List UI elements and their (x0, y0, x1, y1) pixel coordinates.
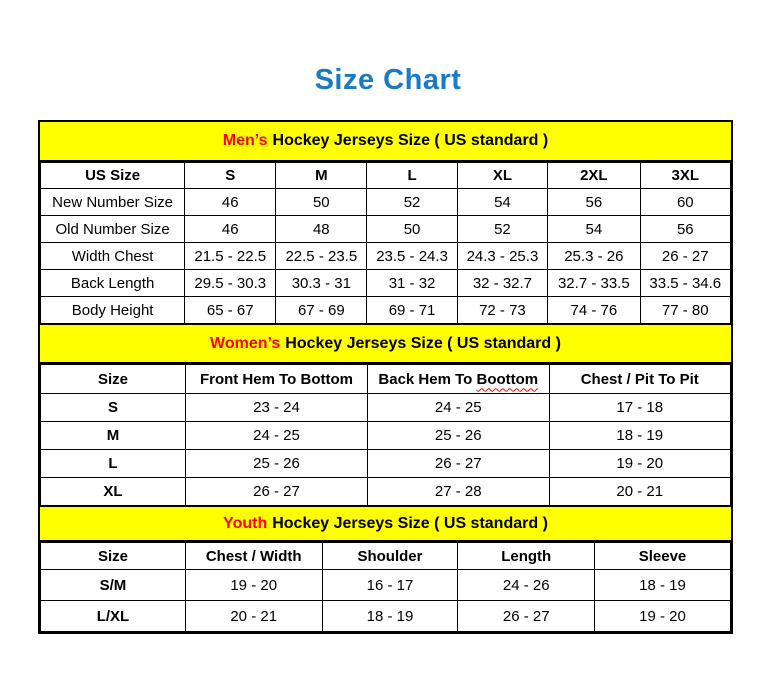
column-header: M (276, 163, 367, 189)
cell-value: 48 (276, 216, 367, 243)
row-label: L (41, 450, 186, 478)
cell-value: 46 (185, 216, 276, 243)
row-label: L/XL (41, 601, 186, 632)
cell-value: 67 - 69 (276, 297, 367, 324)
cell-value: 65 - 67 (185, 297, 276, 324)
cell-value: 22.5 - 23.5 (276, 243, 367, 270)
caption-text: Hockey Jerseys Size ( US standard ) (272, 132, 549, 149)
caption-accent: Women’s (210, 334, 281, 352)
section-womens (40, 324, 731, 506)
column-header: Size (41, 365, 186, 394)
header-row (41, 163, 731, 189)
cell-value: 20 - 21 (185, 601, 322, 632)
row-label: Width Chest (41, 243, 185, 270)
column-header: 2XL (548, 163, 640, 189)
column-header: XL (457, 163, 547, 189)
cell-value: 24.3 - 25.3 (457, 243, 547, 270)
table-row (41, 478, 731, 506)
table-row (41, 450, 731, 478)
size-chart-table (38, 120, 733, 634)
cell-value: 24 - 26 (458, 570, 595, 601)
column-header: S (185, 163, 276, 189)
cell-value: 72 - 73 (457, 297, 547, 324)
column-header-text: Back Hem To (378, 370, 477, 388)
cell-value: 46 (185, 189, 276, 216)
table-row (41, 189, 731, 216)
cell-value: 26 - 27 (368, 450, 549, 478)
cell-value: 26 - 27 (458, 601, 595, 632)
column-header (368, 365, 549, 394)
table-row (41, 570, 731, 601)
column-header: Shoulder (322, 543, 458, 570)
cell-value: 19 - 20 (549, 450, 730, 478)
cell-value: 30.3 - 31 (276, 270, 367, 297)
cell-value: 24 - 25 (185, 422, 367, 450)
cell-value: 27 - 28 (368, 478, 549, 506)
cell-value: 25 - 26 (185, 450, 367, 478)
page-title: Size Chart (314, 64, 462, 96)
cell-value: 50 (276, 189, 367, 216)
cell-value: 33.5 - 34.6 (640, 270, 730, 297)
header-row (41, 543, 731, 570)
cell-value: 50 (367, 216, 457, 243)
cell-value: 54 (457, 189, 547, 216)
cell-value: 18 - 19 (549, 422, 730, 450)
cell-value: 56 (548, 189, 640, 216)
column-header: L (367, 163, 457, 189)
table-row (41, 216, 731, 243)
caption-accent: Men’s (222, 132, 268, 149)
cell-value: 56 (640, 216, 730, 243)
column-header: Length (458, 543, 595, 570)
misspelled-word: Boottom (476, 370, 539, 388)
table-caption-youth (40, 506, 731, 542)
cell-value: 21.5 - 22.5 (185, 243, 276, 270)
cell-value: 26 - 27 (640, 243, 730, 270)
column-header: Chest / Width (185, 543, 322, 570)
section-youth (40, 506, 731, 632)
cell-value: 17 - 18 (549, 394, 730, 422)
column-header: Size (41, 543, 186, 570)
caption-text: Hockey Jerseys Size ( US standard ) (272, 514, 548, 532)
cell-value: 25 - 26 (368, 422, 549, 450)
table-caption-womens (40, 324, 731, 364)
row-label: S (41, 394, 186, 422)
cell-value: 74 - 76 (548, 297, 640, 324)
cell-value: 77 - 80 (640, 297, 730, 324)
row-label: Body Height (41, 297, 185, 324)
table-row (41, 422, 731, 450)
column-header: 3XL (640, 163, 730, 189)
caption-text: Hockey Jerseys Size ( US standard ) (285, 334, 561, 352)
cell-value: 20 - 21 (549, 478, 730, 506)
cell-value: 18 - 19 (322, 601, 458, 632)
table-row (41, 297, 731, 324)
youth-table (40, 542, 731, 632)
section-mens (40, 122, 731, 324)
cell-value: 26 - 27 (185, 478, 367, 506)
cell-value: 31 - 32 (367, 270, 457, 297)
row-label: XL (41, 478, 186, 506)
column-header: Chest / Pit To Pit (549, 365, 730, 394)
womens-table (40, 364, 731, 506)
table-row (41, 270, 731, 297)
cell-value: 19 - 20 (185, 570, 322, 601)
column-header: Front Hem To Bottom (185, 365, 367, 394)
table-row (41, 243, 731, 270)
cell-value: 32.7 - 33.5 (548, 270, 640, 297)
cell-value: 18 - 19 (595, 570, 731, 601)
cell-value: 25.3 - 26 (548, 243, 640, 270)
row-label: Old Number Size (41, 216, 185, 243)
mens-table (40, 162, 731, 324)
cell-value: 23 - 24 (185, 394, 367, 422)
cell-value: 19 - 20 (595, 601, 731, 632)
cell-value: 16 - 17 (322, 570, 458, 601)
table-row (41, 394, 731, 422)
column-header: US Size (41, 163, 185, 189)
cell-value: 60 (640, 189, 730, 216)
column-header: Sleeve (595, 543, 731, 570)
table-row (41, 601, 731, 632)
caption-accent: Youth (223, 514, 268, 532)
cell-value: 32 - 32.7 (457, 270, 547, 297)
table-caption-mens (40, 122, 731, 162)
cell-value: 69 - 71 (367, 297, 457, 324)
cell-value: 52 (457, 216, 547, 243)
cell-value: 23.5 - 24.3 (367, 243, 457, 270)
cell-value: 52 (367, 189, 457, 216)
row-label: Back Length (41, 270, 185, 297)
row-label: M (41, 422, 186, 450)
cell-value: 29.5 - 30.3 (185, 270, 276, 297)
header-row (41, 365, 731, 394)
row-label: S/M (41, 570, 186, 601)
cell-value: 24 - 25 (368, 394, 549, 422)
row-label: New Number Size (41, 189, 185, 216)
cell-value: 54 (548, 216, 640, 243)
